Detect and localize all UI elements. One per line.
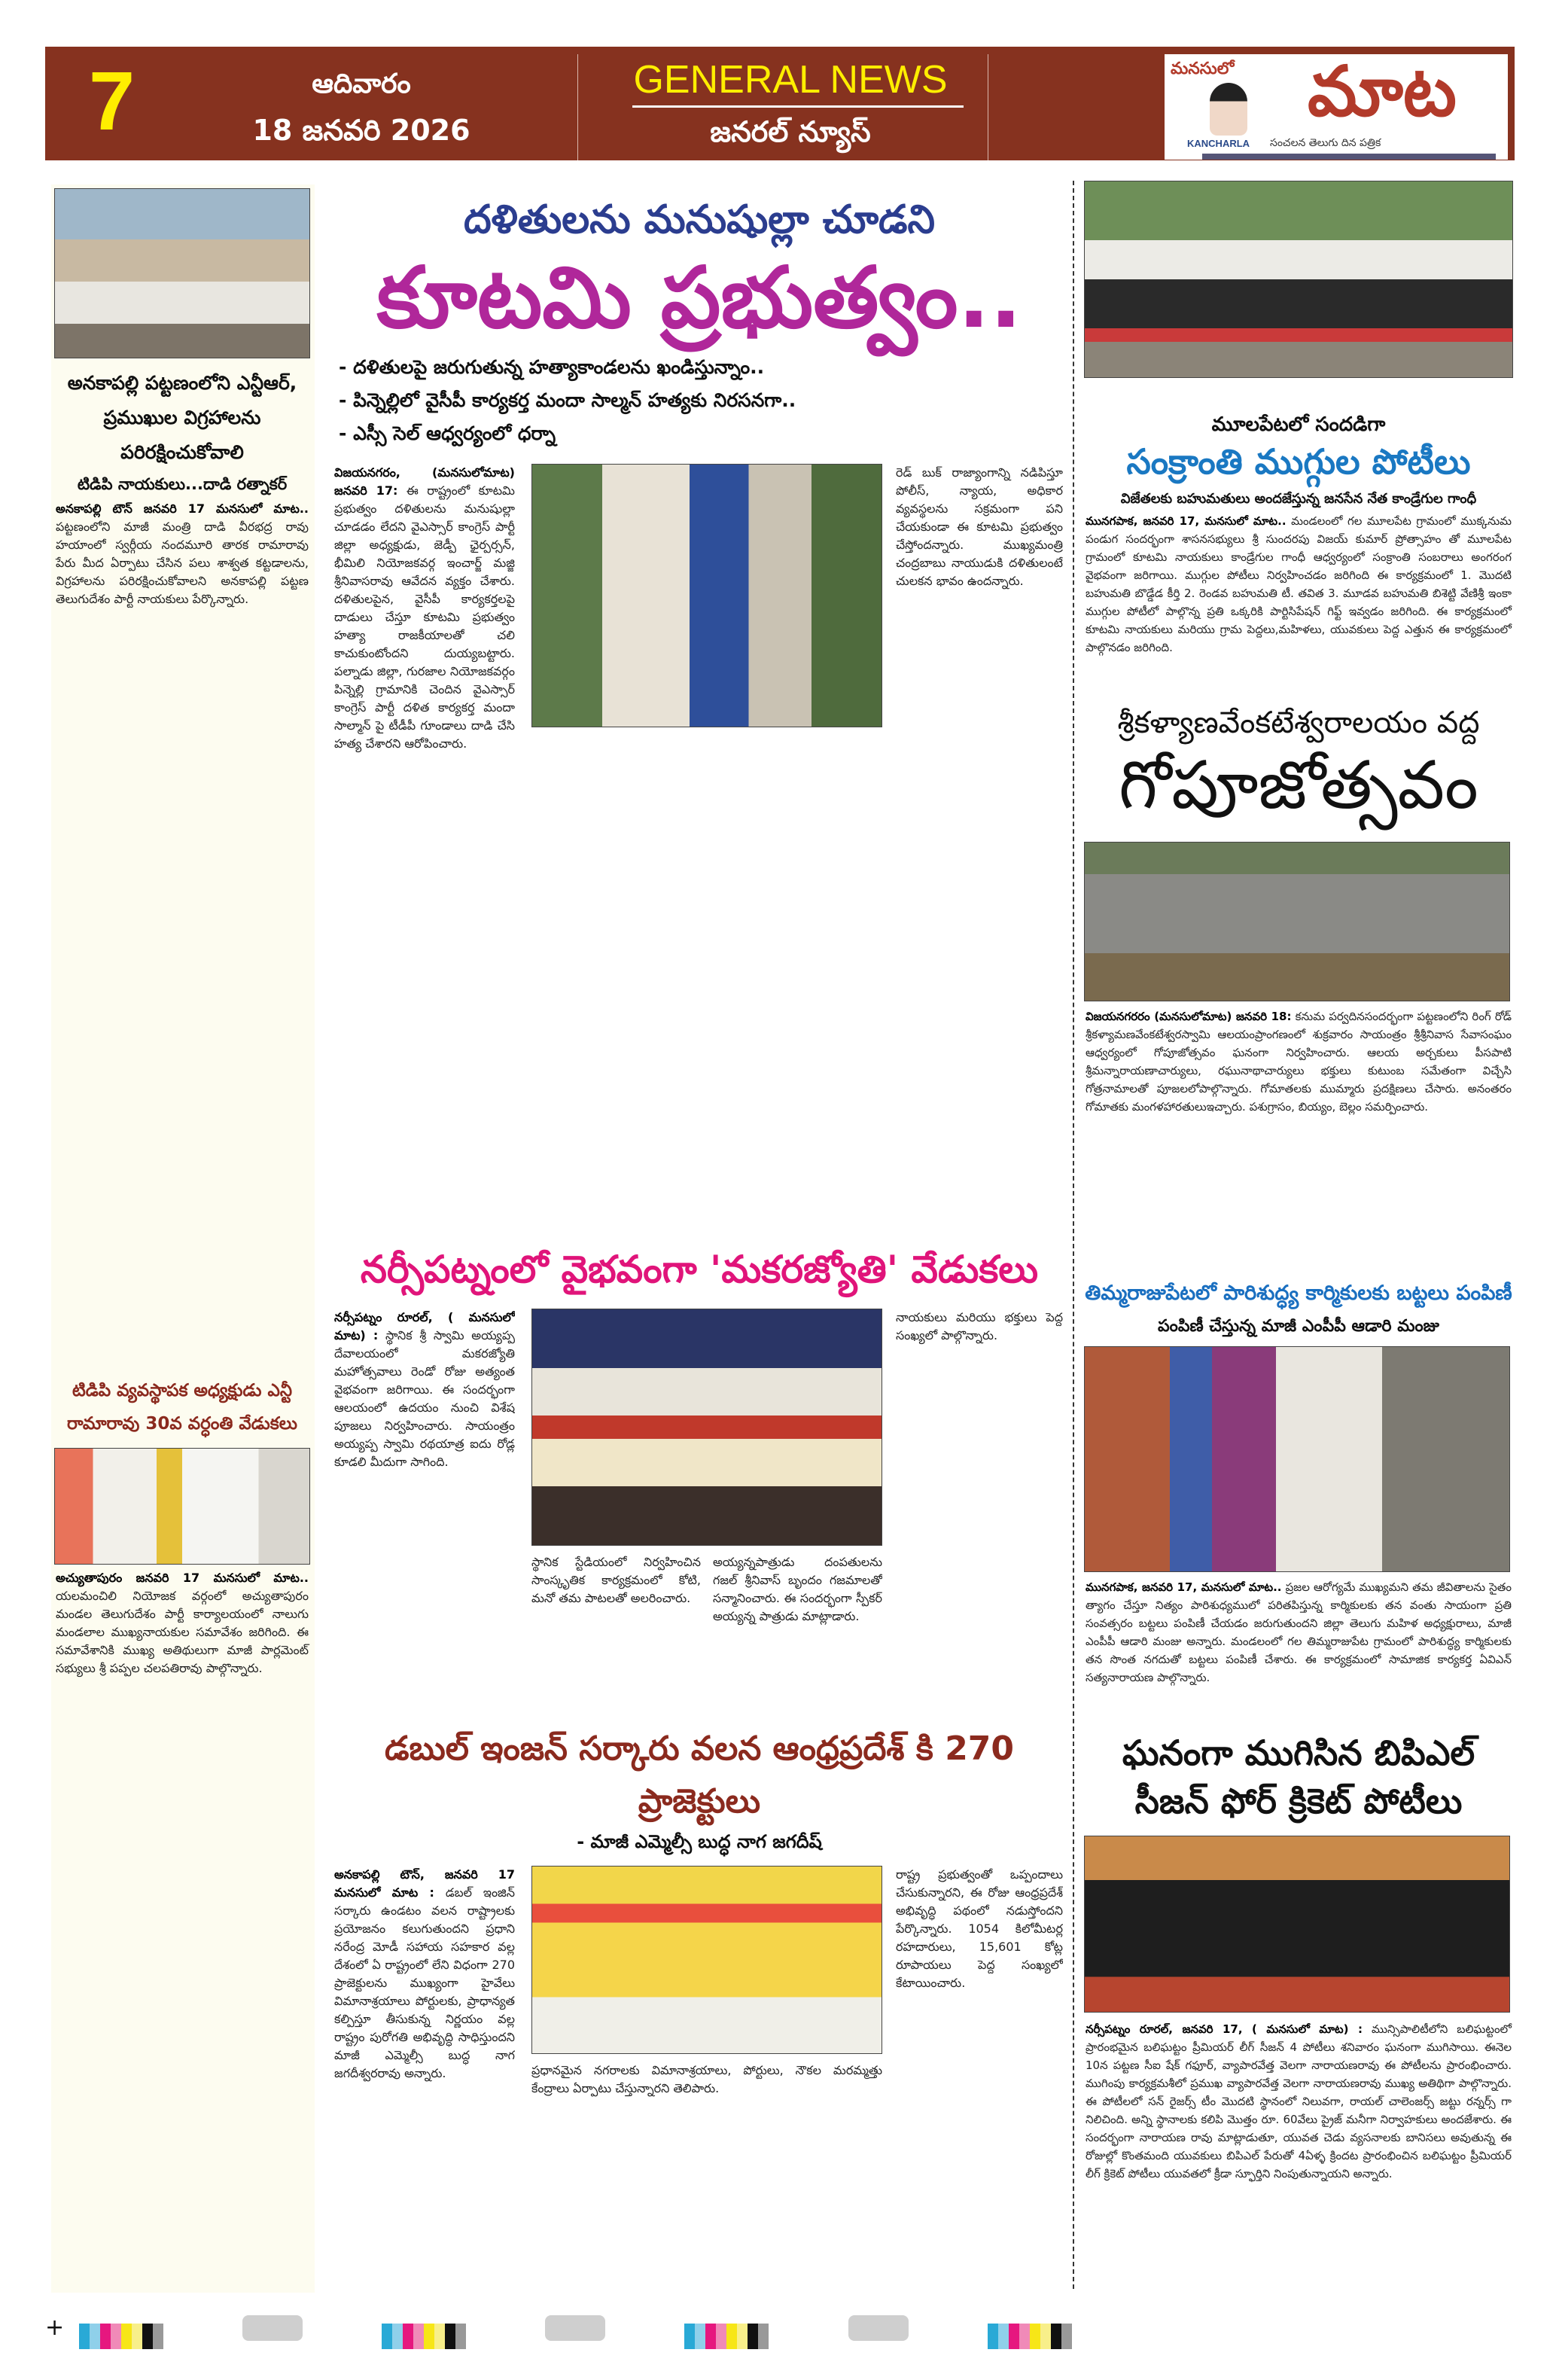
- article-body-ntr-anniversary: [54, 1569, 310, 2285]
- dateline: మునగపాక, జనవరి 17, మనసులో మాట..: [1086, 1580, 1282, 1594]
- makarajyothi-body-col3: [713, 1553, 882, 1718]
- subhead-thimmarajupeta: పంపిణీ చేస్తున్న మాజీ ఎంపీపీ ఆడారి మంజు: [1158, 1317, 1439, 1336]
- photo-cricket-winners: [1084, 1836, 1510, 2013]
- headline-anakapalli: అనకాపల్లి పట్టణంలోని ఎన్టీఆర్, ప్రముఖుల విగ్రహాలను పరిరక్షించుకోవాలి: [67, 372, 297, 463]
- article-text: డబల్ ఇంజిన్ సర్కారు ఉండటం వలన రాష్ట్రాలకు ప్రయోజనం కలుగుతుందని ప్రధాని నరేంద్ర మోడీ సహాయ సహకార వల్ల దేశంలో ఏ రాష్ట్రంలో లేని విధంగా 270 ప్రాజెక్టులను ముఖ్యంగా హైవేలు విమానాశ్రయాలు పోర్టులకు, ప్రాధాన్యత కల్పిస్తూ తీసుకున్న నిర్ణయం వల్ల రాష్ట్రం పురోగతి అభివృద్ధి సాధిస్తుందని మాజీ ఎమ్మెల్సీ బుద్ధ నాగ జగదీశ్వరరావు అన్నారు.: [334, 1885, 515, 2080]
- article-body-thimmarajupeta: [1084, 1578, 1513, 1726]
- photo-ntr-anniversary: [54, 1448, 310, 1565]
- logo-name: మాట: [1308, 54, 1457, 132]
- article-text: రెడ్ బుక్ రాజ్యాంగాన్ని నడిపిస్తూ పోలీస్, న్యాయ, అధికార వ్యవస్థలను సక్రమంగా పని చేయకుండా ఈ కూటమి ప్రభుత్వం చేస్తోందన్నారు. ముఖ్యమంత్రి చంద్రబాబు నాయుడుకి దళితులంటే చులకన భావం ఉందన్నారు.: [896, 465, 1063, 588]
- article-text: ప్రధానమైన నగరాలకు విమానాశ్రయాలు, పోర్టులు, నౌకల మరమ్మత్తు కేంద్రాలు ఏర్పాటు చేస్తున్నారని తెలిపారు.: [531, 2063, 882, 2095]
- kicker-muggulu: మూలపేటలో సందడిగా: [1211, 413, 1386, 436]
- story-gopuja: [1084, 702, 1513, 1275]
- page-number: 7: [89, 55, 136, 148]
- gray-patch: [848, 2315, 909, 2341]
- article-text: నాయకులు మరియు భక్తులు పెద్ద సంఖ్యలో పాల్గొన్నారు.: [896, 1310, 1063, 1342]
- article-body-anakapalli: [54, 500, 310, 1370]
- article-text: స్థానిక స్టేడియంలో నిర్వహించిన సాంస్కృతిక కార్యక్రమంలో కోటి, మనో తమ పాటలతో అలరించారు.: [531, 1555, 701, 1605]
- story-makarajyothi: [334, 1242, 1064, 1718]
- article-text: యలమంచిలి నియోజక వర్గంలో అచ్యుతాపురం మండల తెలుగుదేశం పార్టీ కార్యాలయంలో నాలుగు మండలాల ముఖ్యనాయకుల సమావేశం జరిగింది. ఈ సమావేశానికి ముఖ్య అతిథులుగా మాజీ పార్లమెంట్ సభ్యులు శ్రీ పప్పల చలపతిరావు పాల్గొన్నారు.: [56, 1589, 309, 1675]
- print-color-bar: [45, 2315, 1513, 2342]
- projects-body-col2: [531, 2062, 882, 2287]
- logo-bar: [1202, 154, 1496, 160]
- makarajyothi-body-col2: [531, 1553, 701, 1718]
- gray-patch: [242, 2315, 303, 2341]
- dateline: విజయనగరరం (మనసులోమాట) జనవరి 18:: [1086, 1010, 1292, 1023]
- dateline: నర్సీపట్నం రూరల్, ( మనసులో మాట) :: [334, 1310, 515, 1342]
- newspaper-logo: [1165, 54, 1508, 160]
- photo-dharna-ambedkar-statue: [531, 464, 882, 727]
- issue-date: 18 జనవరి 2026: [252, 114, 470, 147]
- story-anakapalli: [54, 188, 310, 1370]
- article-text: కనుమ పర్వదినసందర్భంగా పట్టణంలోని రింగ్ రోడ్ శ్రీకళ్యామణవేంకటేశ్వరస్వామి ఆలయంప్రాంగణంలో శుక్రవారం సాయంత్రం శ్రీశ్రీనివాస సేవాసంఘం ఆధ్వర్యంలో గోపూజోత్సవం ఘనంగా నిర్వహించారు. ఆలయ అర్చకులు పీసపాటి శ్రీమన్నారాయణాచార్యులు, రఘునాథాచార్యులు భక్తులు కుటుంబ సమేతంగా విచ్చేసి గోత్రనామాలతో పూజలలోపాల్గొన్నారు. గోమాతలకు ముమ్మారు ప్రదక్షిణలు చేసారు. అనంతరం గోమాతకు మంగళహారతులుఇచ్చారు. పశుగ్రాసం, బియ్యం, బెల్లం సమర్పించారు.: [1086, 1010, 1512, 1114]
- section-title-te: జనరల్ న్యూస్: [710, 115, 871, 148]
- lead-bullets: [334, 351, 1064, 450]
- article-text: ఈ రాష్ట్రంలో కూటమి ప్రభుత్వం దళితులను మనుషుల్లా చూడడం లేదని వైఎస్సార్ కాంగ్రెస్ పార్టీ జిల్లా అధ్యక్షుడు, జెడ్పీ ఛైర్పర్సన్, భీమిలి నియోజకవర్గ ఇంచార్జ్ మజ్జి శ్రీనివాసరావు ఆవేదన వ్యక్తం చేశారు. దళితులపైన, వైసీపీ కార్యకర్తలపై దాడులు చేస్తూ కూటమి ప్రభుత్వం హత్యా రాజకీయాలతో చలి కాచుకుంటోందని దుయ్యబట్టారు. పల్నాడు జిల్లా, గురజాల నియోజకవర్గం పిన్నెల్లి గ్రామానికి చెందిన వైఎస్సార్ కాంగ్రెస్ పార్టీ దళిత కార్యకర్త మందా సాల్మాన్ పై టీడీపీ గూండాలు దాడి చేసి హత్య చేశారని ఆరోపించారు.: [334, 483, 515, 751]
- headline-bpl-cricket: ఘనంగా ముగిసిన బిపిఎల్ సీజన్ ఫోర్ క్రికెట్ పోటీలు: [1122, 1732, 1475, 1821]
- headline-ntr-anniversary: టిడిపి వ్యవస్థాపక అధ్యక్షుడు ఎన్టీ రామారావు 30వ వర్ధంతి వేడుకలు: [67, 1381, 297, 1434]
- makarajyothi-body-col1: [334, 1309, 515, 1718]
- color-swatch-group: [988, 2324, 1072, 2349]
- article-text: మండలంలో గల మూలపేట గ్రామంలో ముక్కనుమ పండుగ సందర్భంగా శాసనసభ్యులు శ్రీ సుందరపు విజయ్ కుమార్ ప్రోత్సాహం తో మూలపేట గ్రామంలో కూటమి నాయకులు కాండ్రేగుల గాంధీ ఆధ్వర్యంలో సంక్రాంతి సంబరాలు అంగరంగ వైభవంగా జరిగాయి. ముగ్గుల పోటీలు నిర్వహించడం జరిగింది ఈ కార్యక్రమంలో 1. మొదటి బహుమతి బొడ్డేడ కీర్తి 2. రెండవ బహుమతి టీ. తవిత 3. మూడవ బహుమతి బిశెట్టి వేణిశ్రీ ఇంకా ముగ్గుల పోటీలో పాల్గొన్న ప్రతి ఒక్కరికి పార్టిసిపేషన్ గిఫ్ట్ ఇవ్వడం జరిగింది. ఈ కార్యక్రమంలో కూటమి నాయకులు మరియు గ్రామ పెద్దలు,మహిళలు, యువకులు పెద్ద ఎత్తున ఈ కార్యక్రమంలో పాల్గొనడం జరిగింది.: [1086, 514, 1512, 654]
- story-ntr-anniversary: [54, 1374, 310, 2285]
- projects-columns: [334, 1866, 1064, 2287]
- dateline: అనకాపల్లి టౌన్ జనవరి 17 మనసులో మాట..: [56, 501, 309, 516]
- story-muggulu: [1084, 181, 1513, 699]
- lead-photo-column: [531, 464, 882, 1237]
- article-text: పట్టణంలోని మాజీ మంత్రి దాడి వీరభద్ర రావు హయాంలో స్వర్గీయ నందమూరి తారక రామారావు పేరు మీద ఏర్పాటు చేసిన పలు శాశ్వత కట్టడాలను, విగ్రహాలను పరిరక్షించుకోవాలని అనకాపల్లి పట్టణ తెలుగుదేశం పార్టీ నాయకులు పేర్కొన్నారు.: [56, 520, 309, 606]
- logo-portrait-icon: [1210, 83, 1247, 136]
- story-thimmarajupeta: [1084, 1278, 1513, 1726]
- photo-gopuja-cow: [1084, 842, 1510, 1001]
- registration-mark-icon: +: [45, 2314, 65, 2341]
- dateline: అనకాపల్లి టౌన్, జనవరి 17 మనసులో మాట :: [334, 1867, 515, 1900]
- dateline: విజయనగరం, (మనసులోమాట) జనవరి 17:: [334, 465, 515, 498]
- headline-gopuja: గోపూజోత్సవం: [1119, 746, 1478, 824]
- masthead-divider: [577, 54, 578, 160]
- article-body-gopuja: [1084, 1007, 1513, 1275]
- headline-muggulu: సంక్రాంతి ముగ్గుల పోటీలు: [1126, 441, 1471, 482]
- article-text: అయ్యన్నపాత్రుడు దంపతులను గజల్ శ్రీనివాస్ బృందం గజమాలతో సన్మానించారు. ఈ సందర్భంగా స్పీకర్ అయ్యన్న పాత్రుడు మాట్లాడారు.: [713, 1555, 882, 1623]
- projects-photo-column: [531, 1866, 882, 2287]
- subhead-muggulu: విజేతలకు బహుమతులు అందజేస్తున్న జనసేన నేత కాండ్రేగుల గాంధీ: [1120, 491, 1477, 507]
- lead-body-col4: [896, 464, 1063, 1237]
- lead-bullet: - దళితులపై జరుగుతున్న హత్యాకాండలను ఖండిస్తున్నాం..: [339, 356, 765, 378]
- weekday: ఆదివారం: [312, 69, 411, 99]
- article-text: మున్సిపాలిటీలోని బలిఘట్టంలో ప్రారంభమైన బలిఘట్టం ప్రీమియర్ లీగ్ సీజన్ 4 పోటీలు శనివారం ఘనంగా ముగిసాయి. ఈనెల 10న పట్టణ సీఐ షేక్ గఫూర్, వ్యాపారవేత్త వెలగా నారాయణరావు ఈ పోటీలను ప్రారంభించారు. ముగింపు కార్యక్రమశీలో ప్రముఖ వ్యాపారవేత్త వెలగా నారాయణరావు ముఖ్య అతిథిగా పాల్గొన్నారు. ఈ పోటీలలో సన్ రైజర్స్ టీం మొదటి స్థానంలో నిలువగా, రాయల్ చాలెంజర్స్ జట్టు రన్నర్స్ గా నిలిచింది. అన్ని స్థానాలకు కలిపి మొత్తం రూ. 60వేలు ప్రైజ్ మనీగా నిర్వాహకులు అందజేశారు. ఈ సందర్భంగా నారాయణ రావు మాట్లాడుతూ, యువత చెడు వ్యసనాలకు బానిసలు అవుతున్న ఈ రోజుల్లో కొంతమంది యువకులు బిపిఎల్ పేరుతో 4ఏళ్ళ క్రిందట ప్రారంభించిన బలిఘట్టం ప్రీమియర్ లీగ్ క్రికెట్ పోటీలు యువతలో క్రీడా స్ఫూర్తిని నింపుతున్నాయని అన్నారు.: [1086, 2022, 1512, 2180]
- dateline: మునగపాక, జనవరి 17, మనసులో మాట..: [1086, 514, 1287, 528]
- color-swatch-group: [382, 2324, 466, 2349]
- story-lead: [334, 194, 1064, 1237]
- projects-body-col4: [896, 1866, 1063, 2287]
- lead-columns: [334, 464, 1064, 1237]
- article-body-bpl-cricket: [1084, 2020, 1513, 2287]
- lead-headline: కూటమి ప్రభుత్వం..: [376, 249, 1022, 347]
- section-underline: [632, 105, 964, 108]
- lead-kicker: దళితులను మనుషుల్లా చూడని: [463, 197, 936, 242]
- color-swatch-group: [684, 2324, 769, 2349]
- dateline: నర్సీపట్నం రూరల్, జనవరి 17, ( మనసులో మాట) :: [1086, 2022, 1363, 2036]
- makarajyothi-subcolumns: [531, 1553, 882, 1718]
- section-title-en: GENERAL NEWS: [633, 58, 948, 102]
- makarajyothi-columns: [334, 1309, 1064, 1718]
- article-text: స్థానిక శ్రీ స్వామి అయ్యప్ప దేవాలయంలో మకరజ్యోతి మహోత్సవాలు రెండో రోజు అత్యంత వైభవంగా జరిగాయి. ఈ సందర్భంగా ఆలయంలో ఉదయం నుంచి విశేష పూజలు నిర్వహించారు. సాయంత్రం అయ్యప్ప స్వామి రథయాత్ర ఐదు రోడ్ల కూడలి మీదుగా సాగింది.: [334, 1328, 515, 1469]
- lead-bullet: - ఎస్సీ సెల్ ఆధ్వర్యంలో ధర్నా: [339, 422, 556, 444]
- lead-body-col1: [334, 464, 515, 1237]
- lead-bullet: - పిన్నెల్లిలో వైసీపీ కార్యకర్త మందా సాల్మన్ హత్యకు నిరసనగా..: [339, 389, 796, 411]
- photo-ntr-statue-group: [54, 188, 310, 358]
- logo-tagline: సంచలన తెలుగు దిన పత్రిక: [1270, 137, 1381, 149]
- projects-body-col1: [334, 1866, 515, 2287]
- kicker-gopuja: శ్రీకళ్యాణవేంకటేశ్వరాలయం వద్ద: [1117, 705, 1480, 740]
- photo-clothes-distribution: [1084, 1346, 1510, 1572]
- makarajyothi-body-col4: [896, 1309, 1063, 1718]
- headline-makarajyothi: నర్సీపట్నంలో వైభవంగా 'మకరజ్యోతి' వేడుకలు: [360, 1248, 1039, 1291]
- dateline: అచ్యుతాపురం జనవరి 17 మనసులో మాట..: [56, 1571, 309, 1585]
- subhead-270-projects: - మాజీ ఎమ్మెల్సీ బుద్ధ నాగ జగదీష్: [577, 1831, 822, 1852]
- headline-270-projects: డబుల్ ఇంజన్ సర్కారు వలన ఆంధ్రప్రదేశ్ కి 270 ప్రాజెక్టులు: [384, 1729, 1015, 1821]
- article-text: ప్రజల ఆరోగ్యమే ముఖ్యమని తమ జీవితాలను సైతం త్యాగం చేస్తూ నిత్యం పారిశుధ్యములో పరితపిస్తున్న కార్మికులకు తన వంతు సాయంగా ప్రతి సంవత్సరం బట్టలు పంపిణీ చేయడం జరుగుతుందని జిల్లా తెలుగు మహిళ అధ్యక్షురాలు, మాజీ ఎంపీపీ ఆడారి మంజు అన్నారు. మండలంలో గల తిమ్మరాజుపేట గ్రామంలో పారిశుద్ధ్య కార్మికులకు తన సొంత నగదుతో బట్టలు పంపిణీ చేశారు. ఈ కార్యక్రమంలో సామాజిక కార్యకర్త ఏవిఎన్ సత్యనారాయణ పాల్గొన్నారు.: [1086, 1580, 1512, 1684]
- headline-thimmarajupeta: తిమ్మరాజుపేటలో పారిశుద్ధ్య కార్మికులకు బట్టలు పంపిణీ: [1085, 1281, 1512, 1305]
- column-separator: [1073, 181, 1074, 2289]
- subhead-anakapalli: టిడిపి నాయకులు...దాడి రత్నాకర్: [77, 475, 288, 493]
- article-text: రాష్ట్ర ప్రభుత్వంతో ఒప్పందాలు చేసుకున్నారని, ఈ రోజు ఆంధ్రప్రదేశ్ అభివృద్ధి పథంలో నడుస్తోందని పేర్కొన్నారు. 1054 కిలోమీటర్ల రహదారులు, 15,601 కోట్ల రూపాయలు పెద్ద సంఖ్యలో కేటాయించారు.: [896, 1867, 1063, 1990]
- gray-patch: [545, 2315, 605, 2341]
- makarajyothi-photo-column: [531, 1309, 882, 1718]
- story-bpl-cricket: [1084, 1729, 1513, 2287]
- photo-muggulu-prize-winners: [1084, 181, 1513, 378]
- photo-press-meet: [531, 1866, 882, 2054]
- photo-makarajyothi-felicitation: [531, 1309, 882, 1546]
- story-270-projects: [334, 1723, 1064, 2287]
- color-swatch-group: [79, 2324, 163, 2349]
- logo-brand: KANCHARLA: [1187, 138, 1250, 149]
- logo-prefix: మనసులో: [1171, 59, 1235, 78]
- article-body-muggulu: [1084, 512, 1513, 699]
